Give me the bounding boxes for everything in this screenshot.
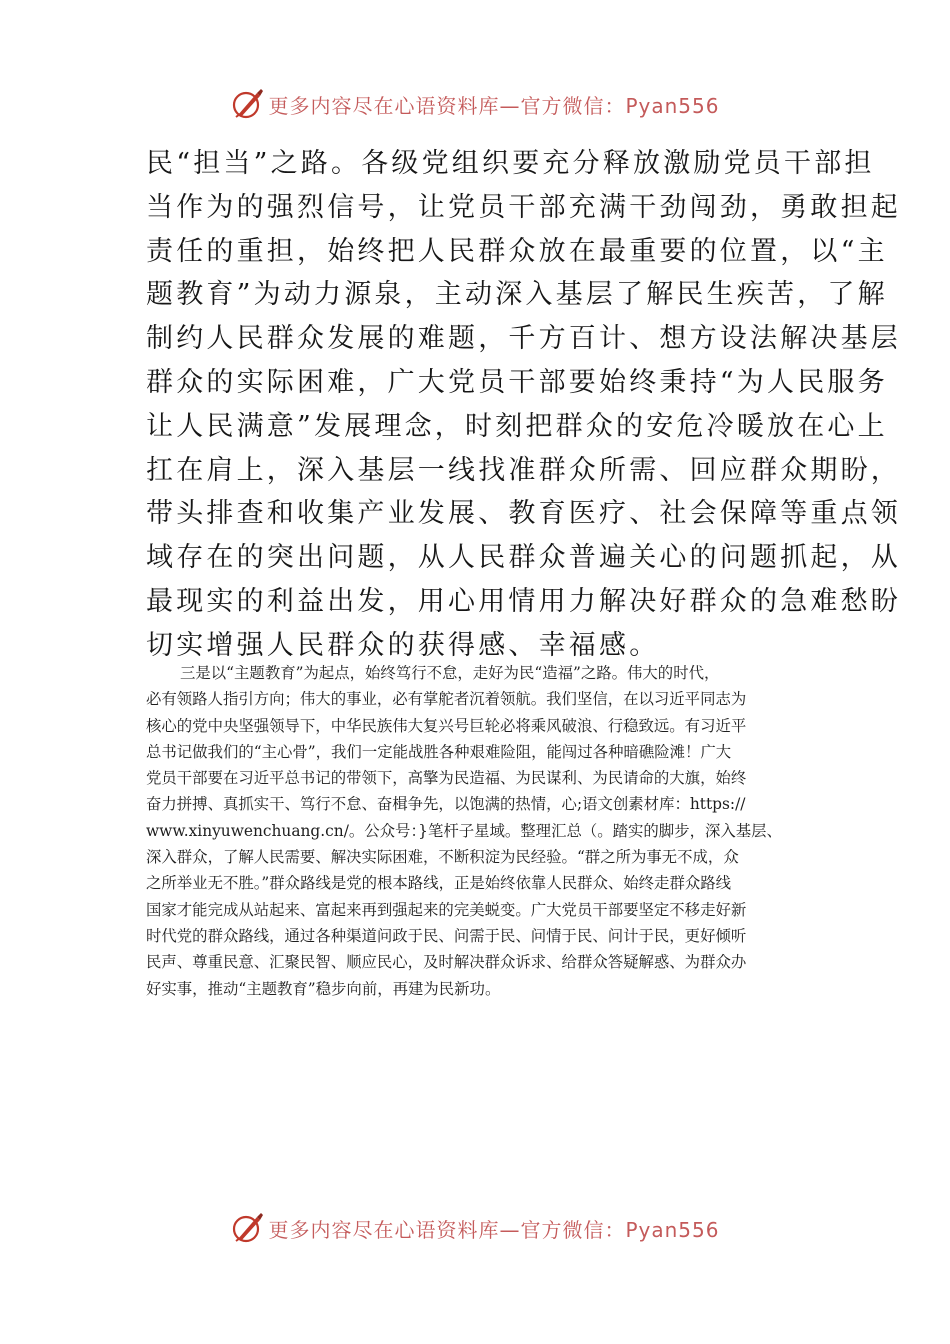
- paragraph-line: 必有领路人指引方向；伟大的事业，必有掌舵者沉着领航。我们坚信，在以习近平同志为: [146, 690, 747, 709]
- paragraph-line: 好实事，推动“主题教育”稳步向前，再建为民新功。: [146, 979, 501, 998]
- paragraph-line: 域存在的突出问题，从人民群众普遍关心的问题抓起，从: [146, 542, 901, 574]
- small-paragraph: [146, 660, 812, 1002]
- paragraph-line: 民声、尊重民意、汇聚民智、顺应民心，及时解决群众诉求、给群众答疑解惑、为群众办: [146, 953, 747, 972]
- paragraph-line: 奋力拼搏、真抓实干、笃行不怠、奋楫争先，以饱满的热情，心;语文创素材库：https://: [146, 795, 746, 814]
- paragraph-line: 群众的实际困难，广大党员干部要始终秉持“为人民服务: [146, 366, 888, 398]
- paragraph-line: 核心的党中央坚强领导下，中华民族伟大复兴号巨轮必将乘风破浪、行稳致远。有习近平: [146, 716, 747, 735]
- paragraph-line: 总书记做我们的“主心骨”，我们一定能战胜各种艰难险阻，能闯过各种暗礁险滩！广大: [146, 742, 732, 761]
- paragraph-line: 让人民满意”发展理念，时刻把群众的安危冷暖放在心上: [146, 410, 888, 442]
- paragraph-line: 带头排查和收集产业发展、教育医疗、社会保障等重点领: [146, 498, 901, 530]
- large-paragraph: [146, 142, 901, 668]
- paragraph-line: 题教育”为动力源泉，主动深入基层了解民生疾苦，了解: [146, 279, 888, 311]
- paragraph-line: www.xinyuwenchuang.cn/。公众号：}笔杆子星域。整理汇总（。踏实的脚步，深入基层、: [146, 821, 782, 840]
- quill-pen-logo-icon: [230, 1211, 264, 1245]
- footer-banner: [0, 1208, 950, 1248]
- paragraph-line: 党员干部要在习近平总书记的带领下，高擎为民造福、为民谋利、为民请命的大旗，始终: [146, 769, 747, 788]
- paragraph-line: 制约人民群众发展的难题，千方百计、想方设法解决基层: [146, 323, 901, 355]
- quill-pen-logo-icon: [230, 87, 264, 121]
- paragraph-line: 责任的重担，始终把人民群众放在最重要的位置，以“主: [146, 235, 888, 267]
- paragraph-line: 国家才能完成从站起来、富起来再到强起来的完美蜕变。广大党员干部要坚定不移走好新: [146, 900, 747, 919]
- paragraph-line: 最现实的利益出发，用心用情用力解决好群众的急难愁盼: [146, 585, 901, 617]
- paragraph-line: 之所举业无不胜。”群众路线是党的根本路线，正是始终依靠人民群众、始终走群众路线: [146, 874, 732, 893]
- paragraph-line: 扛在肩上，深入基层一线找准群众所需、回应群众期盼，: [146, 454, 901, 486]
- header-banner: [0, 84, 950, 124]
- paragraph-line: 时代党的群众路线，通过各种渠道问政于民、问需于民、问情于民、问计于民，更好倾听: [146, 926, 747, 945]
- paragraph-line: 切实增强人民群众的获得感、幸福感。: [146, 629, 660, 661]
- paragraph-line: 当作为的强烈信号，让党员干部充满干劲闯劲，勇敢担起: [146, 191, 901, 223]
- paragraph-line: 三是以“主题教育”为起点，始终笃行不怠，走好为民“造福”之路。伟大的时代，: [180, 664, 720, 682]
- header-banner-text: 更多内容尽在心语资料库—官方微信：Pyan556: [268, 93, 720, 118]
- paragraph-line: 深入群众，了解人民需要、解决实际困难，不断积淀为民经验。“群之所为事无不成，众: [146, 848, 739, 867]
- paragraph-line: 民“担当”之路。各级党组织要充分释放激励党员干部担: [146, 148, 875, 179]
- footer-banner-text: 更多内容尽在心语资料库—官方微信：Pyan556: [268, 1217, 720, 1242]
